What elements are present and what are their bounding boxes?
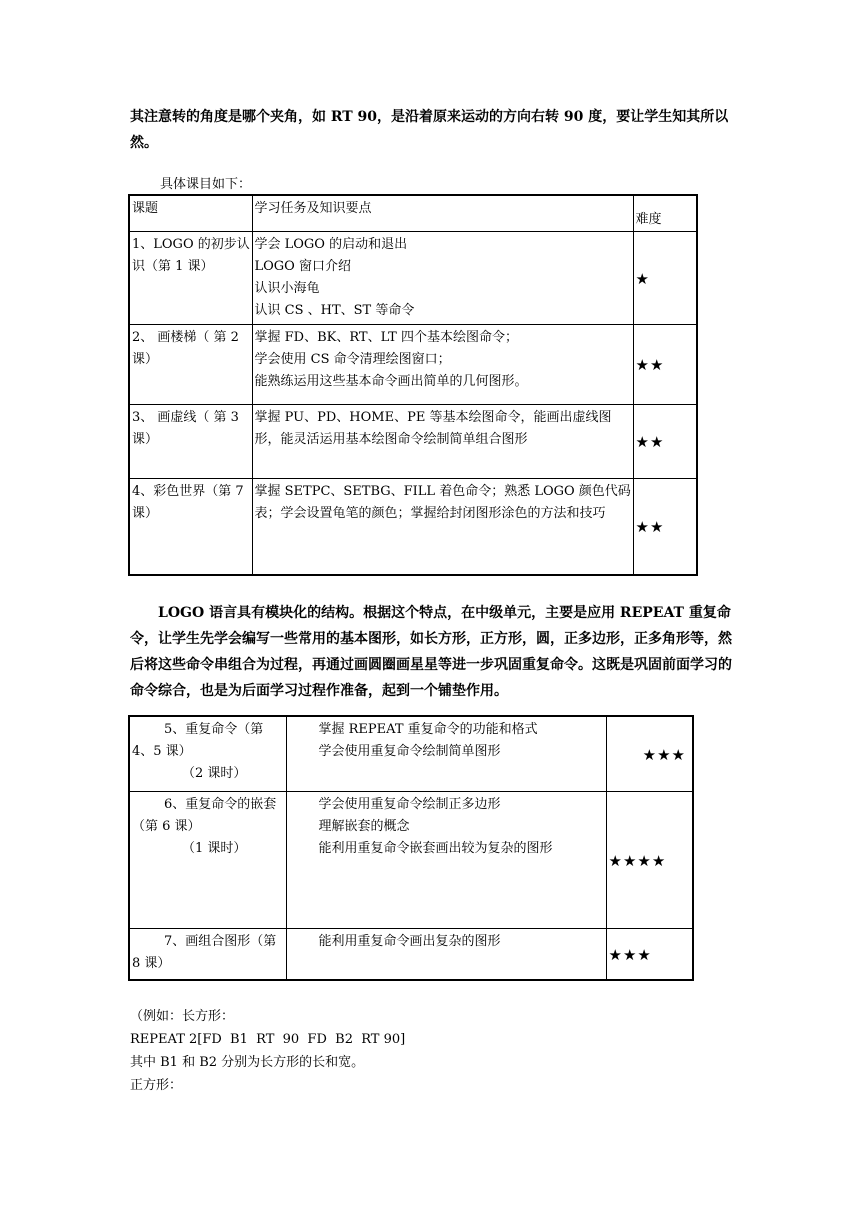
table-row (129, 231, 697, 324)
middle-paragraph: LOGO 语言具有模块化的结构。根据这个特点，在中级单元，主要是应用 REPEAT 重复命令，让学生先学会编写一些常用的基本图形，如长方形，正方形，圆，正多边形，正多角形等，然后将这些命令串组合为过程，再通过画圆圈画星星等进一步巩固重复命令。这既是巩固前面学习的命令综合，也是为后面学习过程作准备，起到一个铺垫作用。 (130, 605, 732, 699)
row-difficulty: ★★★ (606, 928, 693, 980)
example-next: 正方形： (130, 1078, 183, 1093)
row-topic: 5、重复命令（第 4、5 课） （2 课时） (129, 716, 286, 791)
table-header-row (129, 195, 697, 231)
row-difficulty: ★★ (633, 478, 697, 575)
course-table-1 (128, 194, 698, 576)
row-points: 学会使用重复命令绘制正多边形 理解嵌套的概念 能利用重复命令嵌套画出较为复杂的图形 (286, 791, 606, 928)
row-topic: 1、LOGO 的初步认识（第 1 课） (129, 231, 252, 324)
header-difficulty: 难度 (633, 195, 697, 231)
course-table-2 (128, 715, 694, 981)
row-difficulty: ★★ (633, 324, 697, 404)
row-points: 掌握 FD、BK、RT、LT 四个基本绘图命令； 学会使用 CS 命令清理绘图窗口； 能熟练运用这些基本命令画出简单的几何图形。 (252, 324, 633, 404)
row-points: 能利用重复命令画出复杂的图形 (286, 928, 606, 980)
row-topic: 2、 画楼梯（ 第 2 课） (129, 324, 252, 404)
table-row (129, 716, 693, 791)
table-row (129, 478, 697, 575)
row-difficulty: ★★ (633, 404, 697, 478)
example-explain: 其中 B1 和 B2 分别为长方形的长和宽。 (130, 1055, 365, 1070)
example-intro: （例如：长方形： (130, 1009, 235, 1024)
table-row (129, 928, 693, 980)
row-difficulty: ★ (633, 231, 697, 324)
row-difficulty: ★★★★ (606, 791, 693, 928)
table-intro: 具体课目如下： (160, 177, 252, 192)
row-difficulty: ★★★ (606, 716, 693, 791)
header-topic: 课题 (129, 195, 252, 231)
table-row (129, 791, 693, 928)
intro-paragraph: 其注意转的角度是哪个夹角，如 RT 90，是沿着原来运动的方向右转 90 度，要让学生知其所以然。 (130, 109, 729, 151)
row-topic: 4、彩色世界（第 7 课） (129, 478, 252, 575)
row-topic: 6、重复命令的嵌套（第 6 课） （1 课时） (129, 791, 286, 928)
row-points: 掌握 SETPC、SETBG、FILL 着色命令；熟悉 LOGO 颜色代码表；学会设置龟笔的颜色；掌握给封闭图形涂色的方法和技巧 (252, 478, 633, 575)
row-topic: 3、 画虚线（ 第 3 课） (129, 404, 252, 478)
table-row (129, 324, 697, 404)
table-row (129, 404, 697, 478)
row-points: 掌握 REPEAT 重复命令的功能和格式 学会使用重复命令绘制简单图形 (286, 716, 606, 791)
example-code: REPEAT 2[FD B1 RT 90 FD B2 RT 90] (130, 1032, 406, 1047)
row-points: 学会 LOGO 的启动和退出 LOGO 窗口介绍 认识小海龟 认识 CS 、HT、ST 等命令 (252, 231, 633, 324)
row-topic: 7、画组合图形（第 8 课） (129, 928, 286, 980)
header-points: 学习任务及知识要点 (252, 195, 633, 231)
row-points: 掌握 PU、PD、HOME、PE 等基本绘图命令，能画出虚线图形，能灵活运用基本绘图命令绘制简单组合图形 (252, 404, 633, 478)
